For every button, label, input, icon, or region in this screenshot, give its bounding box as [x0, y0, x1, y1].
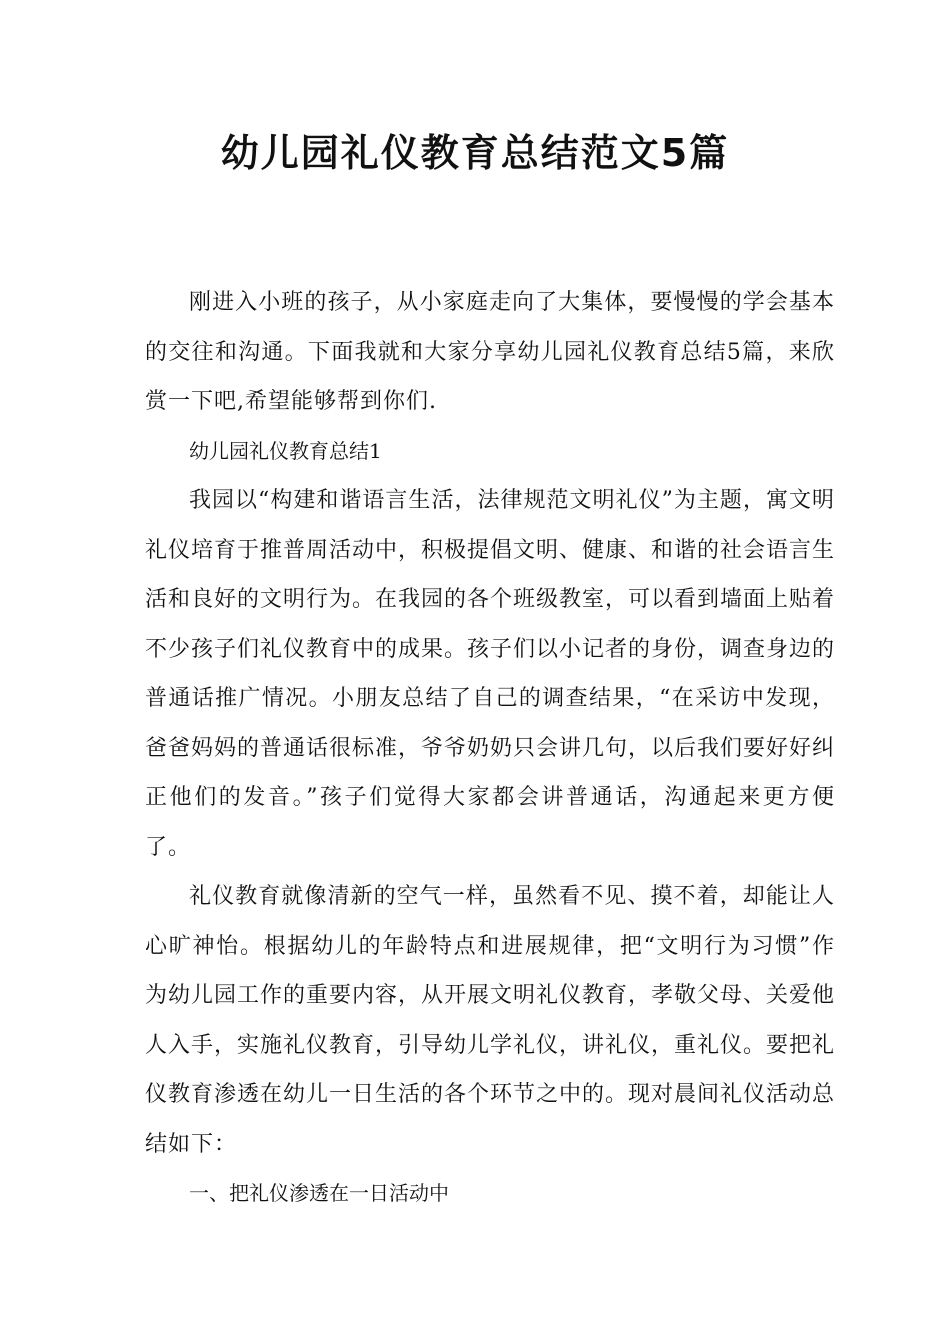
document-body	[145, 278, 835, 1219]
subheading-1: 一、把礼仪渗透在一日活动中	[189, 1181, 449, 1205]
intro-paragraph: 刚进入小班的孩子，从小家庭走向了大集体，要慢慢的学会基本的交往和沟通。下面我就和大家分享幼儿园礼仪教育总结5篇，来欣赏一下吧,希望能够帮到你们.	[145, 290, 835, 414]
section1-paragraph-1: 我园以“构建和谐语言生活，法律规范文明礼仪”为主题，寓文明礼仪培育于推普周活动中，积极提倡文明、健康、和谐的社会语言生活和良好的文明行为。在我园的各个班级教室，可以看到墙面上贴着不少孩子们礼仪教育中的成果。孩子们以小记者的身份，调查身边的普通话推广情况。小朋友总结了自己的调查结果，“在采访中发现，爸爸妈妈的普通话很标准，爷爷奶奶只会讲几句，以后我们要好好纠正他们的发音。”孩子们觉得大家都会讲普通话，沟通起来更方便了。	[145, 488, 836, 860]
document-title: 幼儿园礼仪教育总结范文5篇	[220, 131, 730, 175]
section1-paragraph-2: 礼仪教育就像清新的空气一样，虽然看不见、摸不着，却能让人心旷神怡。根据幼儿的年龄特点和进展规律，把“文明行为习惯”作为幼儿园工作的重要内容，从开展文明礼仪教育，孝敬父母、关爱他人入手，实施礼仪教育，引导幼儿学礼仪，讲礼仪，重礼仪。要把礼仪教育渗透在幼儿一日生活的各个环节之中的。现对晨间礼仪活动总结如下：	[145, 884, 836, 1157]
section-heading-1: 幼儿园礼仪教育总结1	[189, 438, 382, 463]
